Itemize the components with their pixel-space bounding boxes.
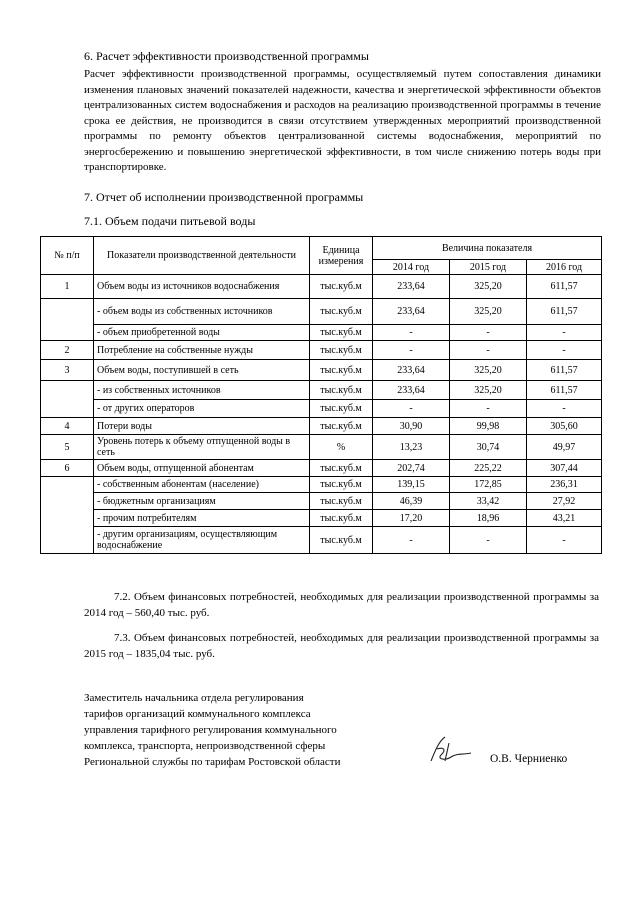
value-cell: 30,90 — [373, 418, 450, 435]
unit-cell: % — [310, 435, 373, 460]
indicator-cell: - другим организациям, осуществляющим водоснабжение — [94, 527, 310, 554]
indicator-cell: Потери воды — [94, 418, 310, 435]
section-7-2-text: 7.2. Объем финансовых потребностей, необходимых для реализации производственной программы за 2014 год – 560,40 тыс. руб. — [84, 591, 599, 619]
section-6-heading: 6. Расчет эффективности производственной программы — [84, 49, 369, 63]
header-year: 2014 год — [373, 260, 450, 275]
signature-line: Заместитель начальника отдела регулирования — [84, 692, 304, 704]
table-row — [41, 275, 602, 299]
section-7-1-heading: 7.1. Объем подачи питьевой воды — [84, 214, 256, 228]
unit-cell: тыс.куб.м — [310, 510, 373, 527]
value-cell: 225,22 — [450, 460, 527, 477]
table-row — [41, 325, 602, 341]
value-cell: 202,74 — [373, 460, 450, 477]
unit-cell: тыс.куб.м — [310, 360, 373, 381]
table-row — [41, 360, 602, 381]
value-cell: 325,20 — [450, 360, 527, 381]
value-cell: 233,64 — [373, 381, 450, 400]
unit-cell: тыс.куб.м — [310, 381, 373, 400]
table-row — [41, 510, 602, 527]
indicator-cell: - прочим потребителям — [94, 510, 310, 527]
value-cell: 611,57 — [527, 299, 602, 325]
unit-cell: тыс.куб.м — [310, 527, 373, 554]
indicator-cell: Уровень потерь к объему отпущенной воды в сеть — [94, 435, 310, 460]
handwritten-signature — [425, 731, 475, 767]
value-cell: - — [373, 325, 450, 341]
unit-cell: тыс.куб.м — [310, 477, 373, 493]
indicator-cell: - из собственных источников — [94, 381, 310, 400]
indicator-cell: Объем воды, поступившей в сеть — [94, 360, 310, 381]
indicator-cell: - объем приобретенной воды — [94, 325, 310, 341]
value-cell: 49,97 — [527, 435, 602, 460]
section-6-paragraph: Расчет эффективности производственной программы, осуществляемый путем сопоставления динамики изменения плановых значений показателей надежности, качества и энергетической эффективности объектов централизованных систем водоснабжения и расходов на реализацию производственной программы в течение срока ее действия, не производится в связи отсутствием утвержденных мероприятий производственной программы по ремонту объектов централизованной системы водоснабжения, мероприятий по энергосбережению и повышению энергетической эффективности, в том числе снижению потерь воды при транспортировке. — [84, 68, 601, 173]
value-cell: 325,20 — [450, 299, 527, 325]
value-cell: - — [527, 325, 602, 341]
value-cell: 46,39 — [373, 493, 450, 510]
value-cell: - — [527, 341, 602, 360]
row-number: 6 — [41, 460, 94, 477]
value-cell: - — [373, 400, 450, 418]
row-number: 2 — [41, 341, 94, 360]
section-6-text — [84, 67, 601, 176]
value-cell: 172,85 — [450, 477, 527, 493]
indicator-cell: - бюджетным организациям — [94, 493, 310, 510]
unit-cell: тыс.куб.м — [310, 325, 373, 341]
value-cell: 30,74 — [450, 435, 527, 460]
value-cell: - — [450, 527, 527, 554]
row-number-empty — [41, 299, 94, 341]
signature-line: управления тарифного регулирования коммунального — [84, 724, 337, 736]
unit-cell: тыс.куб.м — [310, 275, 373, 299]
signature-line: тарифов организаций коммунального комплекса — [84, 708, 311, 720]
indicator-cell: - собственным абонентам (население) — [94, 477, 310, 493]
table-body — [41, 275, 602, 554]
row-number: 1 — [41, 275, 94, 299]
value-cell: 33,42 — [450, 493, 527, 510]
header-num: № п/п — [41, 237, 94, 275]
value-cell: 99,98 — [450, 418, 527, 435]
header-indicator: Показатели производственной деятельности — [94, 237, 310, 275]
row-number: 3 — [41, 360, 94, 381]
table-row — [41, 299, 602, 325]
signature-line: Региональной службы по тарифам Ростовской области — [84, 756, 341, 768]
value-cell: 611,57 — [527, 381, 602, 400]
value-cell: - — [450, 400, 527, 418]
indicator-cell: Потребление на собственные нужды — [94, 341, 310, 360]
water-supply-table — [40, 236, 602, 554]
unit-cell: тыс.куб.м — [310, 418, 373, 435]
value-cell: - — [527, 400, 602, 418]
value-cell: 27,92 — [527, 493, 602, 510]
signature-block — [84, 690, 341, 770]
indicator-cell: Объем воды, отпущенной абонентам — [94, 460, 310, 477]
value-cell: 611,57 — [527, 360, 602, 381]
value-cell: 307,44 — [527, 460, 602, 477]
value-cell: 13,23 — [373, 435, 450, 460]
value-cell: 18,96 — [450, 510, 527, 527]
value-cell: 43,21 — [527, 510, 602, 527]
header-value: Величина показателя — [373, 237, 602, 260]
value-cell: - — [373, 341, 450, 360]
value-cell: 233,64 — [373, 299, 450, 325]
value-cell: - — [450, 325, 527, 341]
table-row — [41, 418, 602, 435]
row-number: 4 — [41, 418, 94, 435]
header-unit: Единица измерения — [310, 237, 373, 275]
row-number-empty — [41, 477, 94, 554]
value-cell: - — [450, 341, 527, 360]
table-row — [41, 381, 602, 400]
value-cell: 233,64 — [373, 360, 450, 381]
unit-cell: тыс.куб.м — [310, 299, 373, 325]
row-number-empty — [41, 381, 94, 418]
table-row — [41, 493, 602, 510]
table-row — [41, 400, 602, 418]
section-7-heading: 7. Отчет об исполнении производственной программы — [84, 190, 364, 204]
signatory-name: О.В. Черниенко — [490, 753, 568, 765]
value-cell: 17,20 — [373, 510, 450, 527]
table-row — [41, 460, 602, 477]
unit-cell: тыс.куб.м — [310, 493, 373, 510]
signature-line: комплекса, транспорта, непроизводственной сферы — [84, 740, 326, 752]
unit-cell: тыс.куб.м — [310, 400, 373, 418]
table-row — [41, 477, 602, 493]
value-cell: 305,60 — [527, 418, 602, 435]
value-cell: - — [373, 527, 450, 554]
unit-cell: тыс.куб.м — [310, 460, 373, 477]
indicator-cell: - объем воды из собственных источников — [94, 299, 310, 325]
indicator-cell: Объем воды из источников водоснабжения — [94, 275, 310, 299]
table-row — [41, 527, 602, 554]
value-cell: 139,15 — [373, 477, 450, 493]
value-cell: 236,31 — [527, 477, 602, 493]
row-number: 5 — [41, 435, 94, 460]
value-cell: 325,20 — [450, 275, 527, 299]
section-7-3-text: 7.3. Объем финансовых потребностей, необходимых для реализации производственной программы за 2015 год – 1835,04 тыс. руб. — [84, 632, 599, 660]
value-cell: 233,64 — [373, 275, 450, 299]
header-year: 2016 год — [527, 260, 602, 275]
value-cell: 611,57 — [527, 275, 602, 299]
table-row — [41, 341, 602, 360]
indicator-cell: - от других операторов — [94, 400, 310, 418]
table-row — [41, 435, 602, 460]
header-year: 2015 год — [450, 260, 527, 275]
value-cell: 325,20 — [450, 381, 527, 400]
unit-cell: тыс.куб.м — [310, 341, 373, 360]
value-cell: - — [527, 527, 602, 554]
